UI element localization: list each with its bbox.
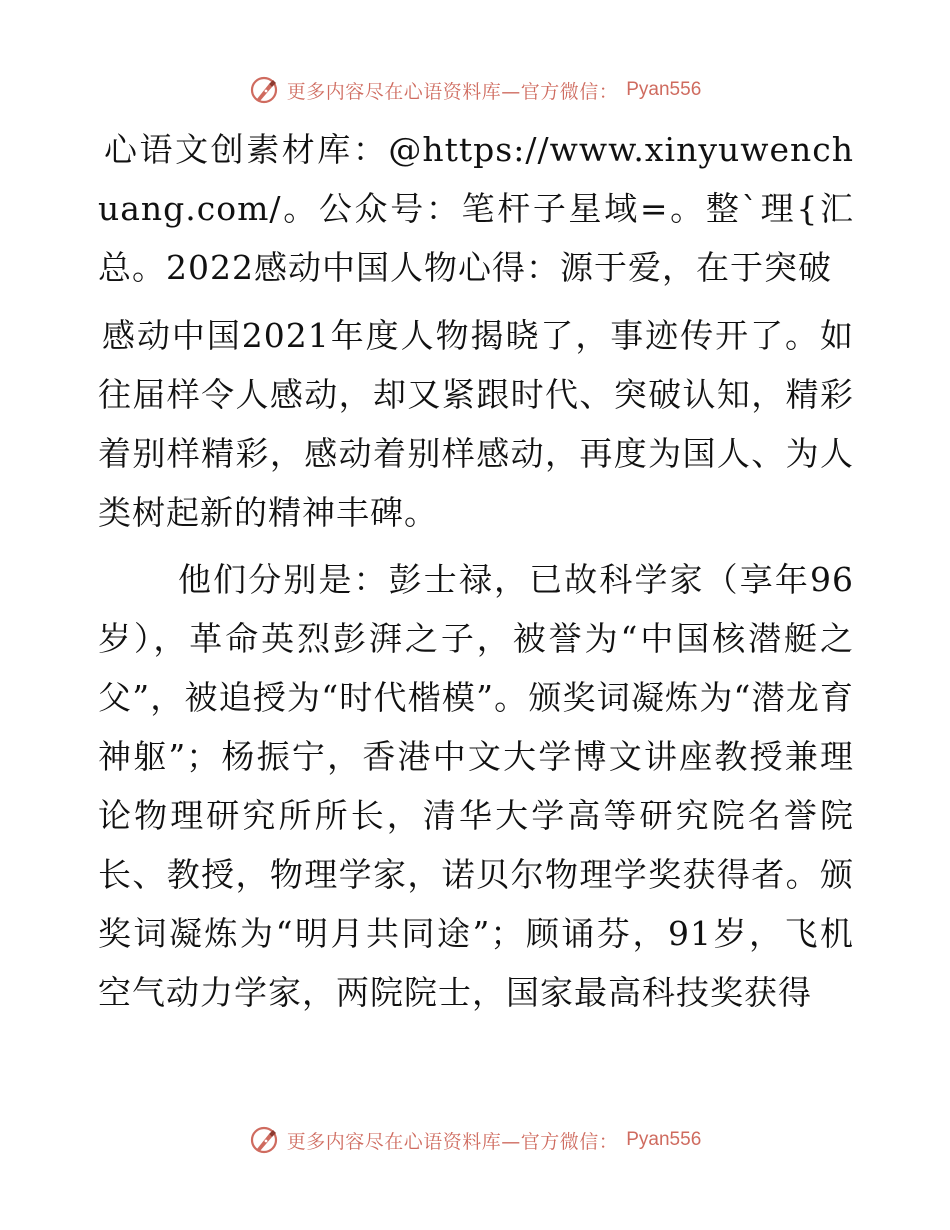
fountain-pen-logo-icon — [249, 75, 279, 105]
watermark-wechat-id: Pyan556 — [626, 1129, 702, 1150]
document-body — [98, 120, 854, 1022]
header-watermark — [0, 72, 950, 108]
watermark-text: 更多内容尽在心语资料库—官方微信： — [286, 80, 619, 103]
fountain-pen-logo-icon — [249, 1125, 279, 1155]
footer-watermark — [0, 1122, 950, 1158]
watermark-wechat-id: Pyan556 — [626, 79, 702, 100]
watermark-text: 更多内容尽在心语资料库—官方微信： — [286, 1130, 619, 1153]
paragraph-source-info: 心语文创素材库：@https://www.xinyuwenchuang.com/。公众号：笔杆子星域=。整`理{汇总。2022感动中国人物心得：源于爱，在于突破 — [98, 130, 854, 287]
paragraph-intro: 感动中国2021年度人物揭晓了，事迹传开了。如往届样令人感动，却又紧跟时代、突破认知，精彩着别样精彩，感动着别样感动，再度为国人、为人类树起新的精神丰碑。 — [98, 316, 854, 532]
paragraph-honorees: 他们分别是：彭士禄，已故科学家（享年96岁），革命英烈彭湃之子，被誉为“中国核潜艇之父”，被追授为“时代楷模”。颁奖词凝炼为“潜龙育神躯”；杨振宁，香港中文大学博文讲座教授兼理论物理研究所所长，清华大学高等研究院名誉院长、教授，物理学家，诺贝尔物理学奖获得者。颁奖词凝炼为“明月共同途”；顾诵芬，91岁，飞机空气动力学家，两院院士，国家最高科技奖获得 — [98, 560, 854, 1012]
